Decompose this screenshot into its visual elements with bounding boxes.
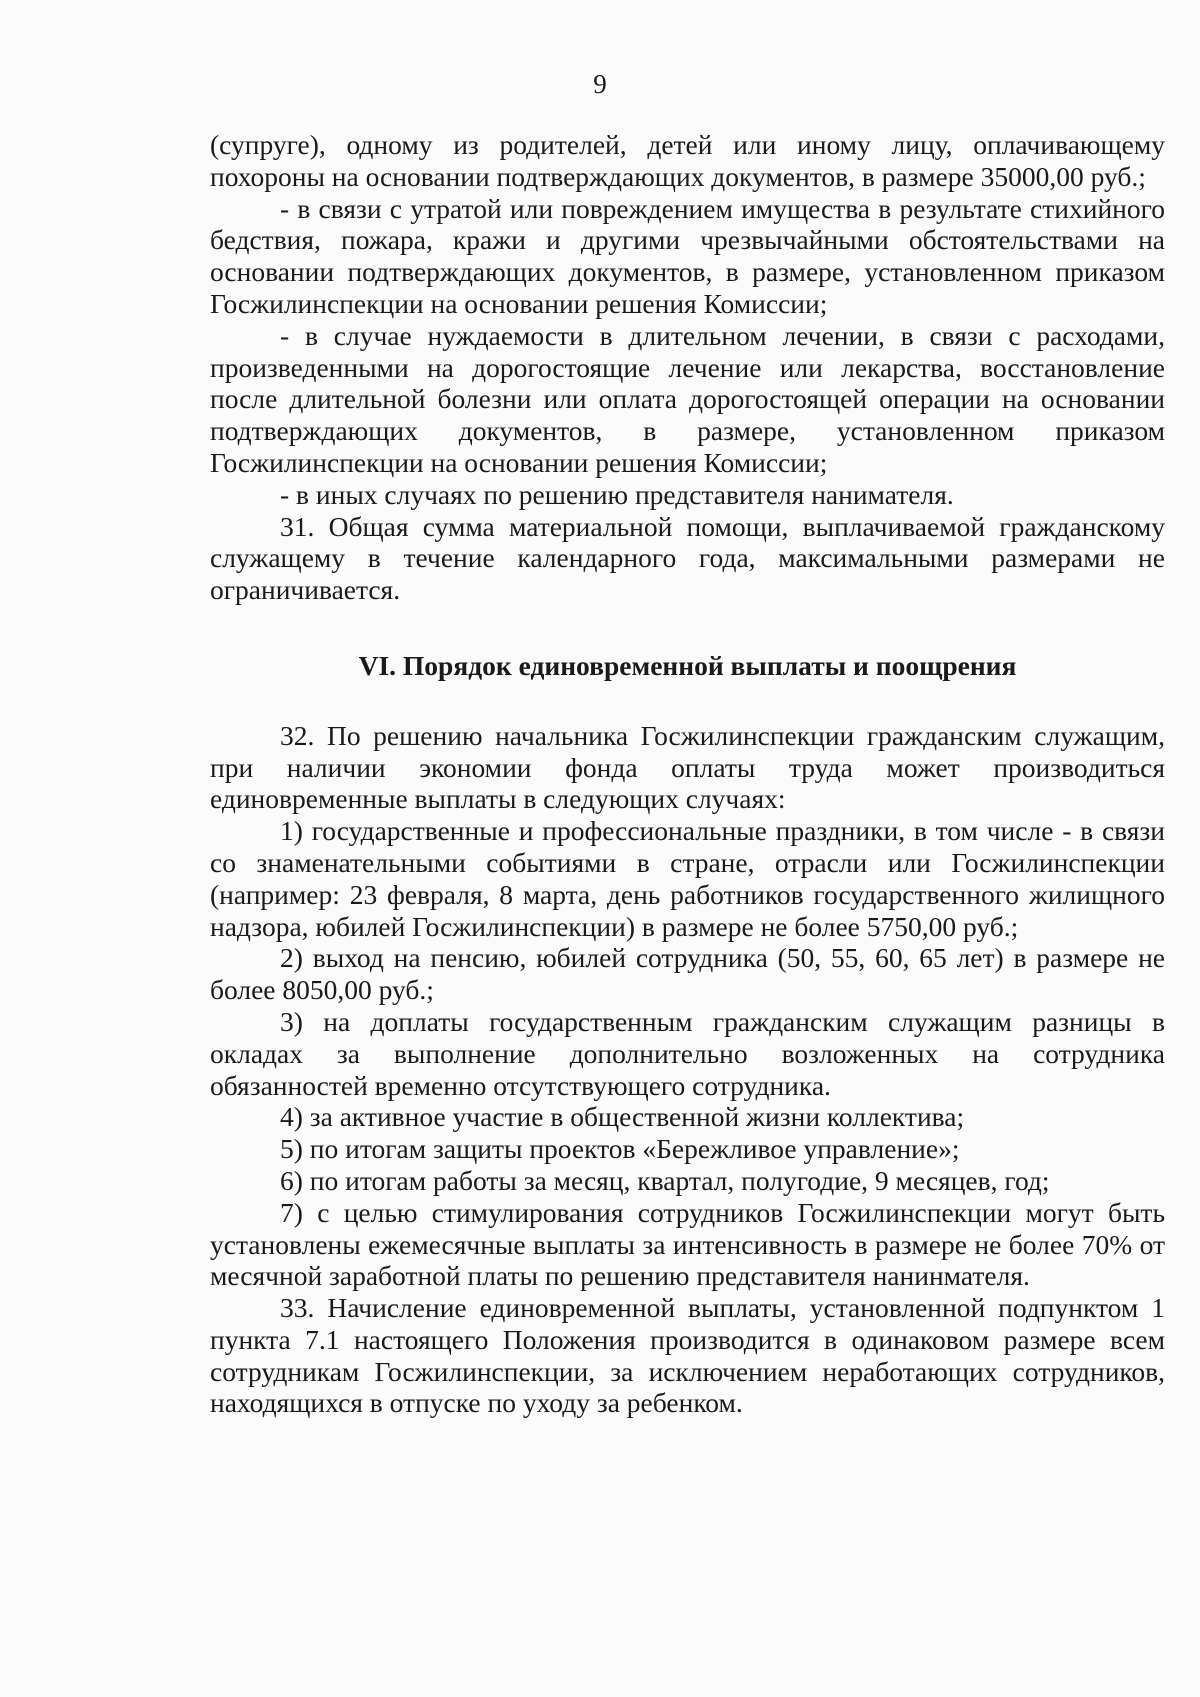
list-item-4: 4) за активное участие в общественной жизни коллектива;: [280, 1101, 965, 1133]
list-item-7: 7) с целью стимулирования сотрудников Госжилинспекции могут быть установлены ежемесячные выплаты за интенсивность в размере не более 70% от месячной заработной платы по решению представителя нанинмателя.: [210, 1196, 1165, 1292]
paragraph-31: 31. Общая сумма материальной помощи, выплачиваемой гражданскому служащему в течение календарного года, максимальными размерами не ограничивается.: [210, 510, 1165, 606]
paragraph-medical-treatment: - в случае нуждаемости в длительном лечении, в связи с расходами, произведенными на дорогостоящие лечение или лекарства, восстановление после длительной болезни или оплата дорогостоящей операции на основании подтверждающих документов, в размере, установленном приказом Госжилинспекции на основании решения Комиссии;: [210, 319, 1165, 478]
list-item-5: 5) по итогам защиты проектов «Бережливое управление»;: [280, 1133, 960, 1165]
list-item-6: 6) по итогам работы за месяц, квартал, полугодие, 9 месяцев, год;: [280, 1164, 1050, 1196]
paragraph-33: 33. Начисление единовременной выплаты, установленной подпунктом 1 пункта 7.1 настоящего Положения производится в одинаковом размере всем сотрудникам Госжилинспекции, за исключением неработающих сотрудников, находящихся в отпуске по уходу за ребенком.: [210, 1292, 1165, 1419]
list-item-3: 3) на доплаты государственным гражданским служащим разницы в окладах за выполнение дополнительно возложенных на сотрудника обязанностей временно отсутствующего сотрудника.: [210, 1005, 1165, 1101]
paragraph-32: 32. По решению начальника Госжилинспекции гражданским служащим, при наличии экономии фонда оплаты труда может производиться единовременные выплаты в следующих случаях:: [210, 719, 1165, 815]
list-item-2: 2) выход на пенсию, юбилей сотрудника (50, 55, 60, 65 лет) в размере не более 8050,00 руб.;: [210, 942, 1165, 1006]
list-item-1: 1) государственные и профессиональные праздники, в том числе - в связи со знаменательными событиями в стране, отрасли или Госжилинспекции (например: 23 февраля, 8 марта, день работников государственного жилищного надзора, юбилей Госжилинспекции) в размере не более 5750,00 руб.;: [210, 815, 1165, 942]
section-heading: VI. Порядок единовременной выплаты и поощрения: [358, 649, 1017, 681]
document-body: [210, 129, 1165, 1419]
page-number: 9: [593, 69, 607, 99]
paragraph-continuation: (супруге), одному из родителей, детей или иному лицу, оплачивающему похороны на основании подтверждающих документов, в размере 35000,00 руб.;: [210, 129, 1165, 192]
paragraph-other-cases: - в иных случаях по решению представителя нанимателя.: [280, 478, 954, 510]
paragraph-property-loss: - в связи с утратой или повреждением имущества в результате стихийного бедствия, пожара, кражи и другими чрезвычайными обстоятельствами на основании подтверждающих документов, в размере, установленном приказом Госжилинспекции на основании решения Комиссии;: [210, 192, 1165, 319]
